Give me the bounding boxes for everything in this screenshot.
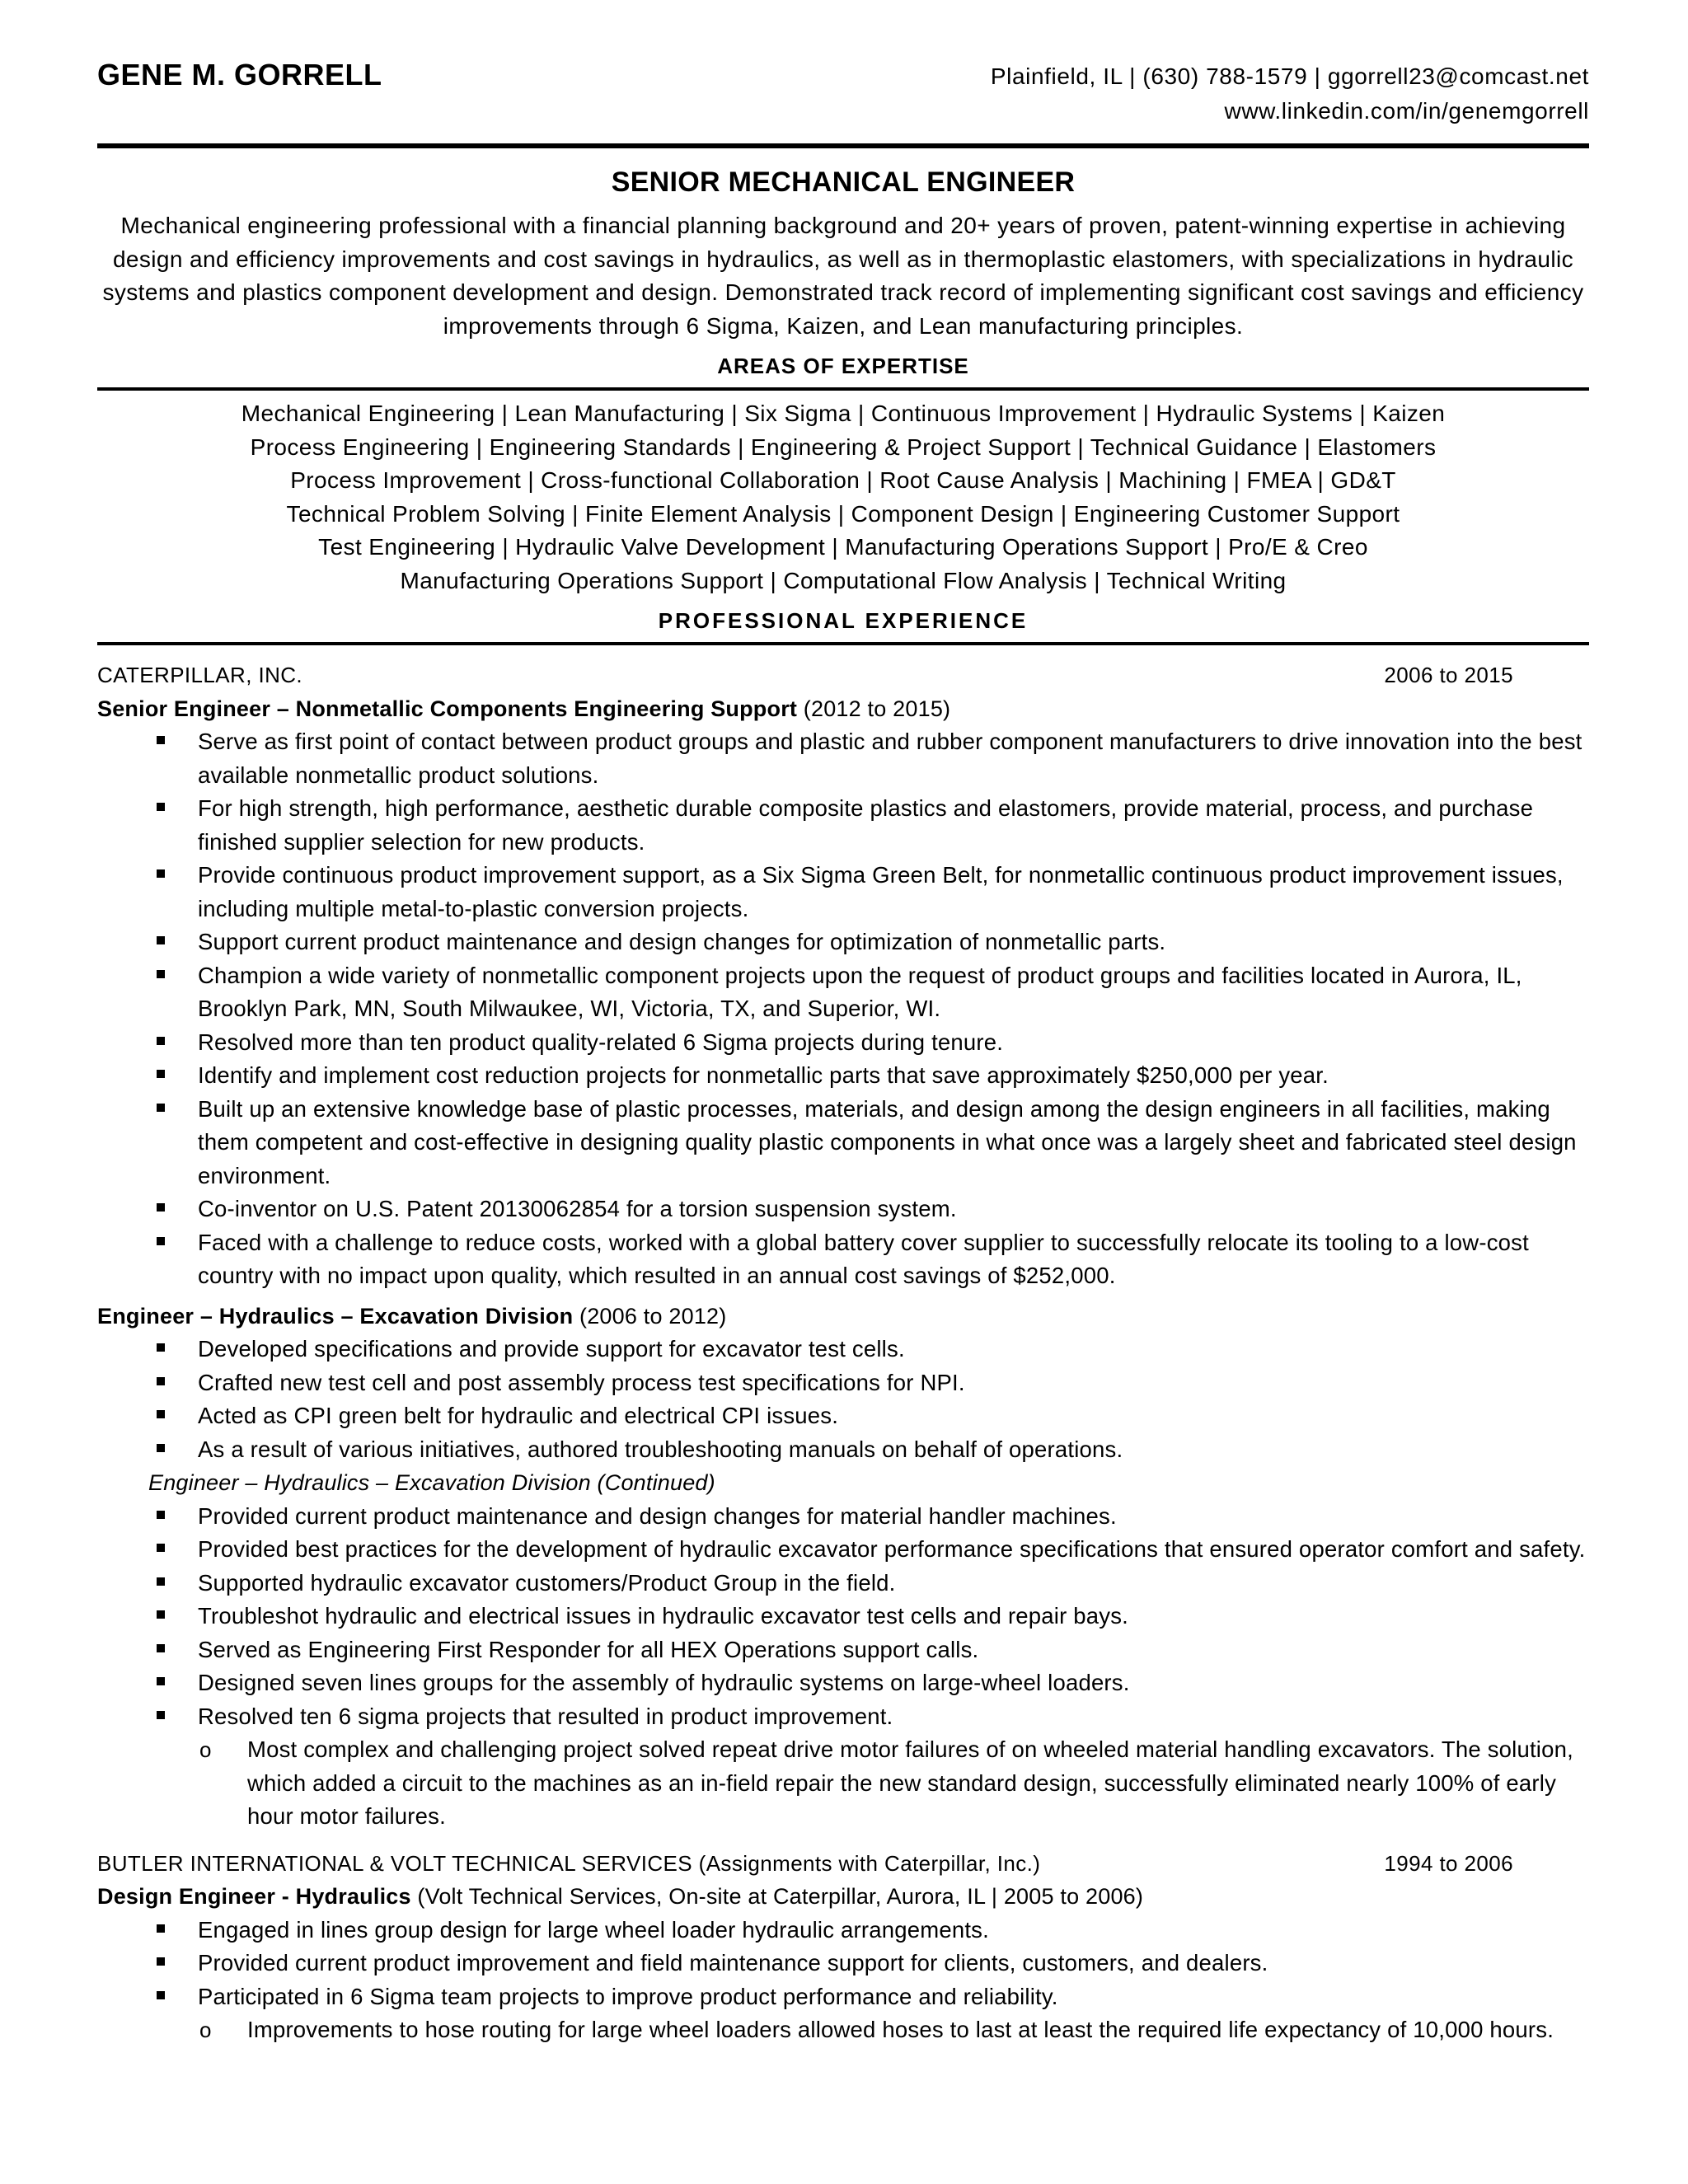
square-bullet-icon	[157, 1544, 165, 1552]
bullet-item	[97, 1567, 1589, 1601]
company-header	[97, 1847, 1589, 1881]
bullet-text: For high strength, high performance, aesthetic durable composite plastics and elastomers, provide material, process, and purchase finished supplier selection for new products.	[198, 795, 1534, 855]
header-divider	[97, 143, 1589, 148]
sub-bullet-item	[97, 2013, 1589, 2047]
bullet-text: Built up an extensive knowledge base of plastic processes, materials, and design among the design engineers in all facilities, making them competent and cost-effective in designing quality plastic components in what once was a largely sheet and fabricated steel design environment.	[198, 1095, 1577, 1188]
expertise-heading: AREAS OF EXPERTISE	[717, 354, 969, 378]
bullet-item	[97, 792, 1589, 859]
square-bullet-icon	[157, 869, 165, 878]
contact-line: Plainfield, IL | (630) 788-1579 | ggorrell23@comcast.net	[990, 63, 1589, 89]
contact-info	[991, 59, 1589, 129]
square-bullet-icon	[157, 1610, 165, 1619]
square-bullet-icon	[157, 803, 165, 811]
experience-heading: PROFESSIONAL EXPERIENCE	[658, 608, 1029, 633]
bullet-text: Provided current product maintenance and design changes for material handler machines.	[198, 1502, 1117, 1529]
bullet-list	[97, 1500, 1589, 1734]
bullet-text: Provided current product improvement and field maintenance support for clients, customers, and dealers.	[198, 1950, 1268, 1975]
bullet-text: Identify and implement cost reduction projects for nonmetallic parts that save approximately $250,000 per year.	[198, 1062, 1329, 1088]
expertise-divider	[97, 387, 1589, 391]
square-bullet-icon	[157, 1677, 165, 1685]
role-title-bold: Senior Engineer – Nonmetallic Components Engineering Support	[97, 696, 798, 721]
square-bullet-icon	[157, 1511, 165, 1519]
square-bullet-icon	[157, 1444, 165, 1452]
sub-bullet-text: Improvements to hose routing for large wheel loaders allowed hoses to last at least the required life expectancy of 10,000 hours.	[247, 2017, 1554, 2042]
bullet-text: As a result of various initiatives, authored troubleshooting manuals on behalf of operations.	[198, 1436, 1123, 1462]
expertise-line: Technical Problem Solving | Finite Element Analysis | Component Design | Engineering Customer Support	[286, 500, 1400, 527]
bullet-text: Provided best practices for the development of hydraulic excavator performance specifications that ensured operator comfort and safety.	[198, 1536, 1586, 1562]
company-name: BUTLER INTERNATIONAL & VOLT TECHNICAL SERVICES (Assignments with Caterpillar, Inc.)	[97, 1850, 1041, 1876]
bullet-item	[97, 1193, 1589, 1226]
bullet-text: Champion a wide variety of nonmetallic component projects upon the request of product groups and facilities located in Aurora, IL, Brooklyn Park, MN, South Milwaukee, WI, Victoria, TX, and Superior, WI.	[198, 962, 1522, 1021]
expertise-line: Process Improvement | Cross-functional Collaboration | Root Cause Analysis | Machining | FMEA | GD&T	[290, 467, 1396, 493]
bullet-item	[97, 959, 1589, 1026]
expertise-line: Test Engineering | Hydraulic Valve Development | Manufacturing Operations Support | Pro/E & Creo	[318, 534, 1368, 560]
bullet-item	[97, 1666, 1589, 1700]
bullet-text: Supported hydraulic excavator customers/Product Group in the field.	[198, 1569, 896, 1596]
resume-title: SENIOR MECHANICAL ENGINEER	[611, 166, 1076, 198]
square-bullet-icon	[157, 1644, 165, 1652]
bullet-item	[97, 859, 1589, 926]
role-title	[97, 1880, 1589, 1914]
sub-bullet-text: Most complex and challenging project solved repeat drive motor failures of on wheeled material handling excavators. The solution, which added a circuit to the machines as an in-field repair the new standard design, successfully eliminated nearly 100% of early hour motor failures.	[247, 1736, 1573, 1829]
bullet-item	[97, 926, 1589, 959]
square-bullet-icon	[157, 936, 165, 944]
square-bullet-icon	[157, 970, 165, 978]
expertise-line: Manufacturing Operations Support | Computational Flow Analysis | Technical Writing	[400, 567, 1287, 593]
square-bullet-icon	[157, 1104, 165, 1112]
square-bullet-icon	[157, 736, 165, 744]
square-bullet-icon	[157, 1711, 165, 1719]
role-continued-label: Engineer – Hydraulics – Excavation Division (Continued)	[148, 1470, 715, 1495]
bullet-item	[97, 725, 1589, 792]
company-name: CATERPILLAR, INC.	[97, 663, 303, 687]
expertise-line: Process Engineering | Engineering Standards | Engineering & Project Support | Technical Guidance | Elastomers	[250, 434, 1437, 460]
sub-bullet-list	[97, 2013, 1589, 2047]
bullet-text: Served as Engineering First Responder for all HEX Operations support calls.	[198, 1636, 979, 1662]
bullet-text: Developed specifications and provide support for excavator test cells.	[198, 1336, 905, 1361]
circle-bullet-icon: o	[199, 2018, 212, 2042]
role-dates: (Volt Technical Services, On-site at Caterpillar, Aurora, IL | 2005 to 2006)	[410, 1884, 1144, 1909]
bullet-item	[97, 1333, 1589, 1366]
role-title	[97, 692, 1589, 726]
summary-paragraph: Mechanical engineering professional with a financial planning background and 20+ years of proven, patent-winning expertise in achieving design and efficiency improvements and cost savings in hydraulics, as well as in thermoplastic elastomers, with specializations in hydraulic systems and plastics component development and design. Demonstrated track record of implementing significant cost savings and efficiency improvements through 6 Sigma, Kaizen, and Lean manufacturing principles.	[102, 213, 1584, 339]
bullet-item	[97, 1399, 1589, 1433]
square-bullet-icon	[157, 1410, 165, 1418]
bullet-item	[97, 1980, 1589, 2014]
role-title-bold: Design Engineer - Hydraulics	[97, 1884, 411, 1909]
expertise-list	[97, 397, 1589, 598]
bullet-item	[97, 1366, 1589, 1400]
bullet-item	[97, 1500, 1589, 1534]
circle-bullet-icon: o	[199, 1737, 212, 1762]
sub-bullet-list	[97, 1733, 1589, 1834]
candidate-name: GENE M. GORRELL	[97, 58, 382, 91]
bullet-item	[97, 1633, 1589, 1667]
square-bullet-icon	[157, 1070, 165, 1078]
bullet-text: Engaged in lines group design for large wheel loader hydraulic arrangements.	[198, 1916, 989, 1943]
square-bullet-icon	[157, 1343, 165, 1352]
resume-header	[97, 56, 1589, 143]
experience-divider	[97, 642, 1589, 645]
bullet-item	[97, 1700, 1589, 1734]
role-dates: (2006 to 2012)	[573, 1303, 727, 1329]
bullet-item	[97, 1533, 1589, 1567]
bullet-text: Participated in 6 Sigma team projects to improve product performance and reliability.	[198, 1983, 1058, 2009]
company-dates: 2006 to 2015	[1384, 663, 1513, 687]
bullet-text: Acted as CPI green belt for hydraulic and electrical CPI issues.	[198, 1403, 839, 1428]
sub-bullet-item	[97, 1733, 1589, 1834]
role-title-bold: Engineer – Hydraulics – Excavation Division	[97, 1303, 574, 1329]
bullet-text: Designed seven lines groups for the assembly of hydraulic systems on large-wheel loaders.	[198, 1670, 1130, 1695]
bullet-text: Serve as first point of contact between product groups and plastic and rubber component manufacturers to drive innovation into the best available nonmetallic product solutions.	[198, 729, 1582, 788]
bullet-item	[97, 1947, 1589, 1980]
role-title	[97, 1300, 1589, 1333]
bullet-list	[97, 1914, 1589, 2014]
bullet-item	[97, 1093, 1589, 1193]
resume-page	[97, 56, 1589, 2047]
role-dates: (2012 to 2015)	[797, 696, 951, 721]
bullet-item	[97, 1026, 1589, 1060]
bullet-item	[97, 1914, 1589, 1947]
expertise-line: Mechanical Engineering | Lean Manufacturing | Six Sigma | Continuous Improvement | Hydraulic Systems | Kaizen	[241, 401, 1446, 426]
square-bullet-icon	[157, 1924, 165, 1933]
bullet-text: Provide continuous product improvement support, as a Six Sigma Green Belt, for nonmetallic continuous product improvement issues, including multiple metal-to-plastic conversion projects.	[198, 862, 1564, 921]
square-bullet-icon	[157, 1957, 165, 1966]
bullet-text: Resolved more than ten product quality-related 6 Sigma projects during tenure.	[198, 1029, 1004, 1055]
square-bullet-icon	[157, 1377, 165, 1385]
bullet-text: Crafted new test cell and post assembly process test specifications for NPI.	[198, 1369, 965, 1395]
square-bullet-icon	[157, 1037, 165, 1045]
square-bullet-icon	[157, 1991, 165, 1999]
square-bullet-icon	[157, 1237, 165, 1245]
bullet-list	[97, 725, 1589, 1293]
company-dates: 1994 to 2006	[1384, 1850, 1513, 1876]
bullet-list	[97, 1333, 1589, 1466]
bullet-item	[97, 1433, 1589, 1467]
linkedin-url: www.linkedin.com/in/genemgorrell	[1224, 98, 1589, 124]
bullet-text: Resolved ten 6 sigma projects that resulted in product improvement.	[198, 1703, 893, 1729]
bullet-text: Co-inventor on U.S. Patent 20130062854 for a torsion suspension system.	[198, 1196, 957, 1221]
bullet-text: Troubleshot hydraulic and electrical issues in hydraulic excavator test cells and repair bays.	[198, 1603, 1129, 1629]
company-header	[97, 658, 1589, 692]
bullet-text: Support current product maintenance and design changes for optimization of nonmetallic parts.	[198, 929, 1166, 954]
square-bullet-icon	[157, 1203, 165, 1212]
bullet-item	[97, 1600, 1589, 1633]
bullet-item	[97, 1226, 1589, 1293]
bullet-item	[97, 1059, 1589, 1093]
square-bullet-icon	[157, 1577, 165, 1586]
bullet-text: Faced with a challenge to reduce costs, worked with a global battery cover supplier to successfully relocate its tooling to a low-cost country with no impact upon quality, which resulted in an annual cost savings of $252,000.	[198, 1229, 1529, 1288]
